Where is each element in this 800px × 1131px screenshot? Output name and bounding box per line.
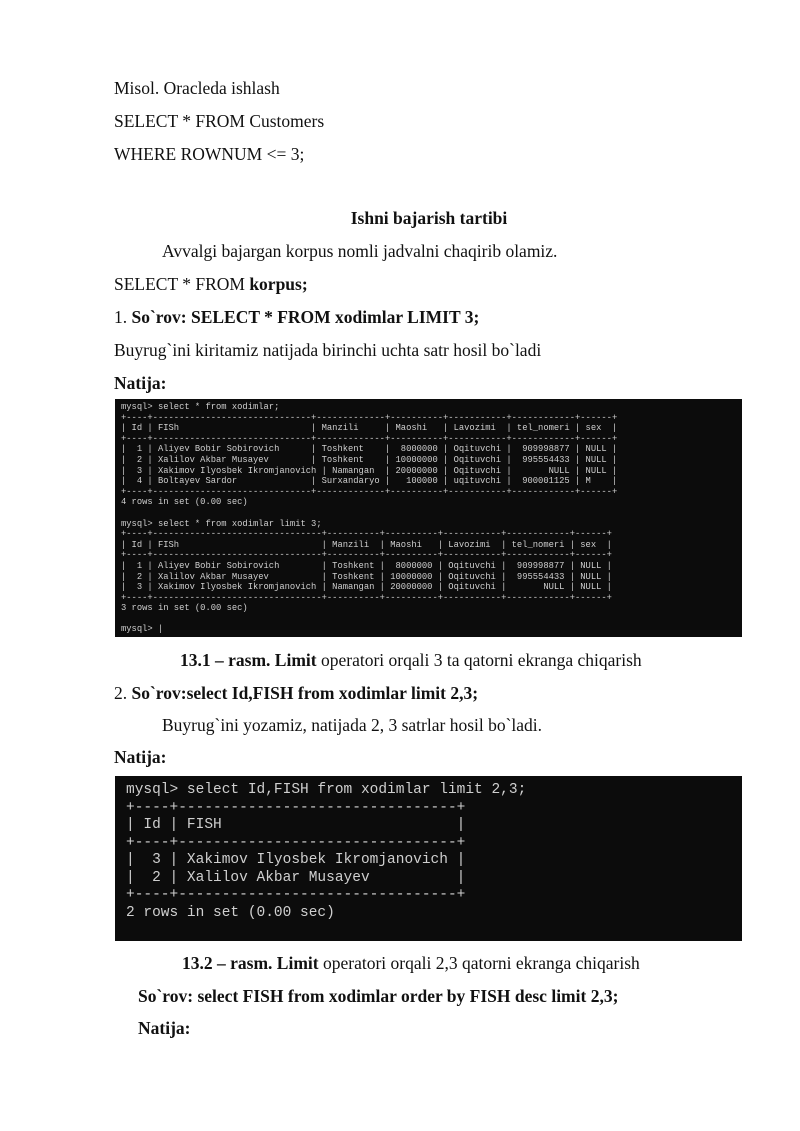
- figure-caption-1: [180, 649, 642, 671]
- intro-line-3: WHERE ROWNUM <= 3;: [114, 144, 305, 164]
- terminal-screenshot-2: [115, 776, 742, 941]
- terminal-line: mysql> select * from xodimlar;: [121, 402, 280, 412]
- select-korpus-line: [114, 273, 308, 295]
- query-2-heading: [114, 682, 478, 704]
- query-3-result-label: Natija:: [138, 1018, 191, 1038]
- intro-line-2: SELECT * FROM Customers: [114, 111, 325, 131]
- terminal-line: | 2 | Xalilov Akbar Musayev | Toshkent | 10000000 | Oqituvchi | 995554433 | NULL |: [121, 571, 612, 582]
- terminal-line: +----+------------------------------+-------------+----------+-----------+------------+------+: [121, 412, 618, 423]
- terminal-line: +----+------------------------------+-------------+----------+-----------+------------+------+: [121, 486, 618, 497]
- terminal-line: +----+--------------------------------+----------+----------+-----------+------------+------+: [121, 592, 612, 603]
- terminal-screenshot-1: [115, 399, 742, 637]
- terminal-2-output: [115, 776, 742, 922]
- terminal-line: +----+--------------------------------+: [126, 834, 466, 851]
- terminal-line: | 2 | Xalilov Akbar Musayev |: [126, 869, 466, 886]
- terminal-line: | Id | FISH |: [126, 817, 466, 833]
- query-1-heading: [114, 306, 479, 328]
- terminal-line: [121, 614, 742, 625]
- terminal-line: 2 rows in set (0.00 sec): [126, 904, 335, 921]
- terminal-line: +----+------------------------------+-------------+----------+-----------+------------+------+: [121, 433, 618, 444]
- terminal-line: mysql> select * from xodimlar limit 3;: [121, 518, 322, 529]
- terminal-line: 3 rows in set (0.00 sec): [121, 603, 248, 614]
- section-paragraph: Avvalgi bajargan korpus nomli jadvalni chaqirib olamiz.: [162, 241, 558, 261]
- terminal-line: | 2 | Xalilov Akbar Musayev | Toshkent | 10000000 | Oqituvchi | 995554433 | NULL |: [121, 454, 618, 465]
- terminal-line: mysql> select Id,FISH from xodimlar limit 2,3;: [126, 782, 527, 798]
- query-2-description: Buyrug`ini yozamiz, natijada 2, 3 satrlar hosil bo`ladi.: [162, 715, 543, 735]
- terminal-line: +----+--------------------------------+: [126, 799, 466, 816]
- terminal-line: [121, 508, 742, 519]
- terminal-line: +----+--------------------------------+: [126, 887, 466, 903]
- select-table-name: korpus;: [249, 274, 308, 294]
- terminal-line: | 4 | Boltayev Sardor | Surxandaryo | 100000 | uqituvchi | 900001125 | M |: [121, 476, 618, 487]
- terminal-line: 4 rows in set (0.00 sec): [121, 497, 248, 508]
- caption-1-rest: operatori orqali 3 ta qatorni ekranga chiqarish: [316, 650, 642, 670]
- caption-2-bold-word: Limit: [276, 953, 319, 973]
- query-2-number: 2.: [114, 683, 132, 703]
- caption-1-bold-word: Limit: [274, 650, 317, 670]
- query-1-number: 1.: [114, 307, 132, 327]
- caption-1-number: 13.1 – rasm.: [180, 650, 275, 670]
- query-2-text: So`rov:select Id,FISH from xodimlar limit 2,3;: [131, 683, 479, 703]
- caption-2-number: 13.2 – rasm.: [182, 953, 277, 973]
- terminal-line: | 1 | Aliyev Bobir Sobirovich | Toshkent | 8000000 | Oqituvchi | 909998877 | NULL |: [121, 444, 618, 455]
- terminal-line: | Id | FISh | Manzili | Maoshi | Lavozimi | tel_nomeri | sex |: [121, 423, 618, 434]
- section-heading: Ishni bajarish tartibi: [350, 208, 508, 228]
- terminal-line: +----+--------------------------------+----------+----------+-----------+------------+------+: [121, 529, 612, 540]
- query-1-result-label: Natija:: [114, 373, 167, 393]
- select-prefix: SELECT * FROM: [114, 274, 250, 294]
- terminal-line: mysql> |: [121, 624, 164, 635]
- terminal-line: | 3 | Xakimov Ilyosbek Ikromjanovich | Namangan | 20000000 | Oqituvchi | NULL | NULL |: [121, 582, 612, 593]
- terminal-line: | 3 | Xakimov Ilyosbek Ikromjanovich | Namangan | 20000000 | Oqituvchi | NULL | NULL |: [121, 465, 618, 476]
- intro-line-1: Misol. Oracleda ishlash: [114, 78, 280, 98]
- query-1-description: Buyrug`ini kiritamiz natijada birinchi uchta satr hosil bo`ladi: [114, 340, 542, 360]
- figure-caption-2: [182, 952, 640, 974]
- terminal-line: | 1 | Aliyev Bobir Sobirovich | Toshkent | 8000000 | Oqituvchi | 909998877 | NULL |: [121, 560, 612, 571]
- query-3-text: So`rov: select FISH from xodimlar order by FISH desc limit 2,3;: [138, 986, 619, 1006]
- caption-2-rest: operatori orqali 2,3 qatorni ekranga chiqarish: [318, 953, 640, 973]
- query-2-result-label: Natija:: [114, 747, 167, 767]
- terminal-line: +----+--------------------------------+----------+----------+-----------+------------+------+: [121, 550, 612, 561]
- terminal-1-output: [115, 399, 742, 635]
- query-1-text: So`rov: SELECT * FROM xodimlar LIMIT 3;: [131, 307, 480, 327]
- terminal-line: | 3 | Xakimov Ilyosbek Ikromjanovich |: [126, 852, 466, 868]
- terminal-line: | Id | FISh | Manzili | Maoshi | Lavozimi | tel_nomeri | sex |: [121, 539, 612, 550]
